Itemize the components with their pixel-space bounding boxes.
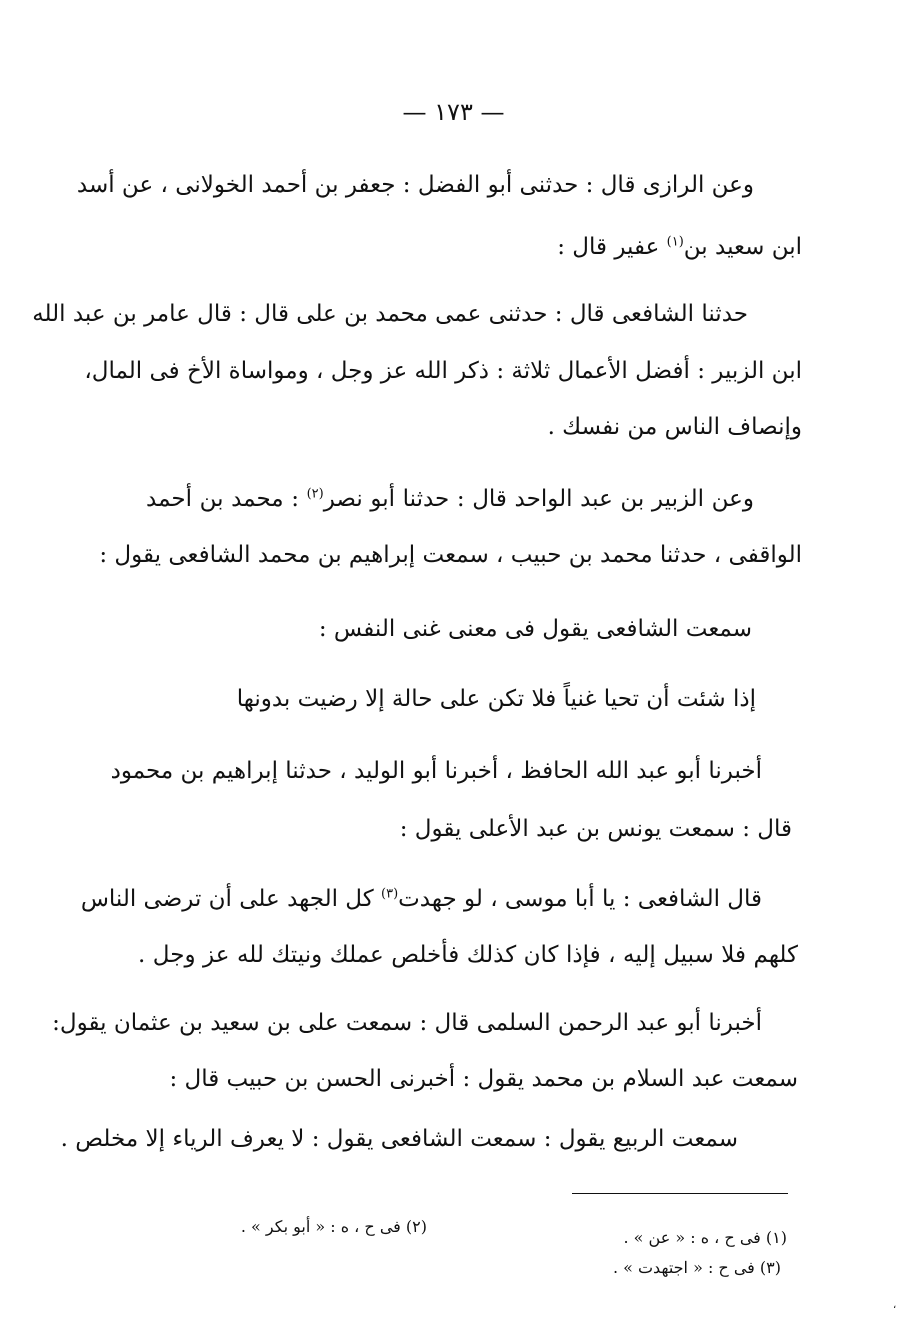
- footnote-rule: [572, 1193, 788, 1194]
- footnote-ref: (٢): [306, 486, 324, 502]
- text-line: كلهم فلا سبيل إليه ، فإذا كان كذلك فأخلص عملك ونيتك لله عز وجل .: [138, 942, 798, 968]
- text-line: سمعت عبد السلام بن محمد يقول : أخبرنى الحسن بن حبيب قال :: [169, 1066, 798, 1092]
- text-line: وعن الزبير بن عبد الواحد قال : حدثنا أبو نصر$^{(٢)}$ : محمد بن أحمد: [146, 486, 754, 512]
- text-line: أخبرنا أبو عبد الله الحافظ ، أخبرنا أبو الوليد ، حدثنا إبراهيم بن محمود: [110, 758, 762, 784]
- text-line: قال : سمعت يونس بن عبد الأعلى يقول :: [399, 816, 792, 842]
- footnote: (٢) فى ح ، ه : « أبو بكر » .: [240, 1217, 427, 1236]
- text-line: ابن الزبير : أفضل الأعمال ثلاثة : ذكر الله عز وجل ، ومواساة الأخ فى المال،: [84, 358, 802, 384]
- verse-line: إذا شئت أن تحيا غنياً فلا تكن على حالة إلا رضيت بدونها: [236, 686, 756, 712]
- text-line: سمعت الشافعى يقول فى معنى غنى النفس :: [318, 616, 752, 642]
- text-line: الواقفى ، حدثنا محمد بن حبيب ، سمعت إبراهيم بن محمد الشافعى يقول :: [99, 542, 802, 568]
- page-number: — ١٧٣ —: [402, 98, 505, 126]
- text-line: سمعت الربيع يقول : سمعت الشافعى يقول : لا يعرف الرياء إلا مخلص .: [60, 1126, 738, 1152]
- footnote: (١) فى ح ، ه : « عن » .: [623, 1228, 787, 1247]
- footnote-ref: (١): [666, 234, 684, 250]
- text-line: ابن سعيد بن$^{(١)}$ عفير قال :: [557, 234, 802, 260]
- text-line: حدثنا الشافعى قال : حدثنى عمى محمد بن على قال : قال عامر بن عبد الله: [32, 301, 748, 327]
- text-line: وعن الرازى قال : حدثنى أبو الفضل : جعفر بن أحمد الخولانى ، عن أسد: [76, 172, 754, 198]
- footnote-ref: (٣): [381, 886, 399, 902]
- text-line: وإنصاف الناس من نفسك .: [547, 414, 802, 440]
- text-line: أخبرنا أبو عبد الرحمن السلمى قال : سمعت على بن سعيد بن عثمان يقول:: [52, 1010, 762, 1036]
- footnote: (٣) فى ح : « اجتهدت » .: [612, 1258, 781, 1277]
- margin-mark: ،: [893, 1300, 897, 1311]
- text-line: قال الشافعى : يا أبا موسى ، لو جهدت$^{(٣)}$ كل الجهد على أن ترضى الناس: [80, 886, 762, 912]
